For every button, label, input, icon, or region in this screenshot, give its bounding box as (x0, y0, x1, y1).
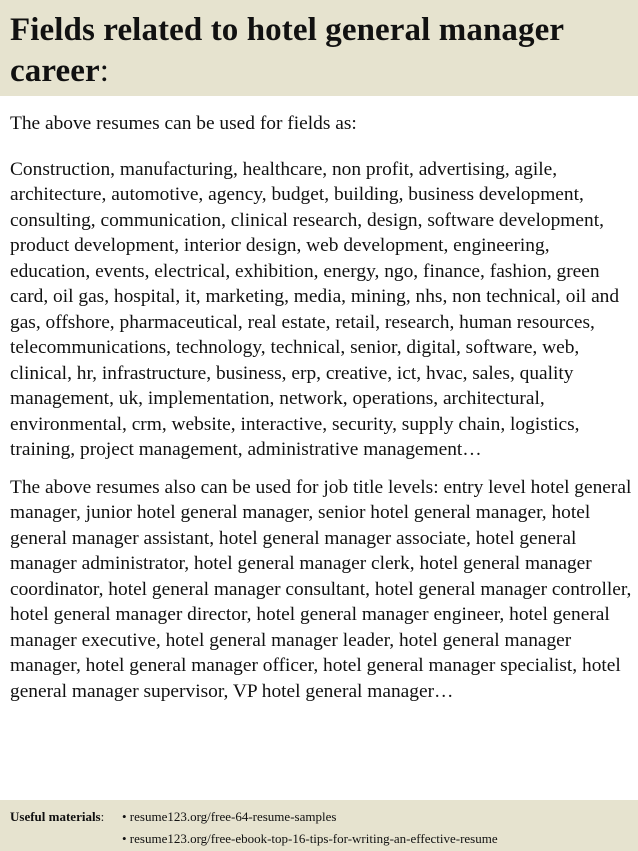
useful-materials-label (10, 806, 122, 828)
fields-list: Construction, manufacturing, healthcare, non profit, advertising, agile, architecture, automotive, agency, budget, building, business development, consulting, communication, clinical research, design, software development, product development, interior design, web development, engineering, education, events, electrical, exhibition, energy, ngo, finance, fashion, green card, oil gas, hospital, it, marketing, media, mining, nhs, non technical, oil and gas, offshore, pharmaceutical, real estate, retail, research, human resources, telecommunications, technology, technical, senior, digital, software, web, clinical, hr, infrastructure, business, erp, creative, ict, hvac, sales, quality management, uk, implementation, network, operations, architectural, environmental, crm, website, interactive, security, supply chain, logistics, training, project management, administrative management… (10, 158, 620, 460)
resume-samples-link[interactable]: • resume123.org/free-64-resume-samples (122, 809, 337, 824)
footer-row-2 (10, 828, 628, 850)
page-title (10, 10, 628, 92)
job-levels-text: The above resumes also can be used for job title levels: entry level hotel general manager, junior hotel general manager, senior hotel general manager, hotel general manager assistant, hotel general manager associate, hotel general manager administrator, hotel general manager clerk, hotel general manager coordinator, hotel general manager consultant, hotel general manager controller, hotel general manager director, hotel general manager engineer, hotel general manager executive, hotel general manager leader, hotel general manager manager, hotel general manager officer, hotel general manager specialist, hotel general manager supervisor, VP hotel general manager… (10, 476, 632, 702)
page-title-text: Fields related to hotel general manager career (10, 12, 564, 89)
useful-materials-label-text: Useful materials (10, 809, 101, 824)
footer-row-1 (10, 806, 628, 828)
useful-materials-label-colon: : (100, 809, 105, 824)
intro-text: The above resumes can be used for fields as: (10, 113, 357, 134)
page-title-colon: : (99, 53, 110, 89)
main-content (10, 111, 632, 704)
slide-header (0, 0, 638, 96)
footer-spacer (10, 828, 122, 850)
resume-tips-ebook-link[interactable]: • resume123.org/free-ebook-top-16-tips-for-writing-an-effective-resume (122, 831, 498, 846)
useful-materials-footer (0, 800, 638, 851)
